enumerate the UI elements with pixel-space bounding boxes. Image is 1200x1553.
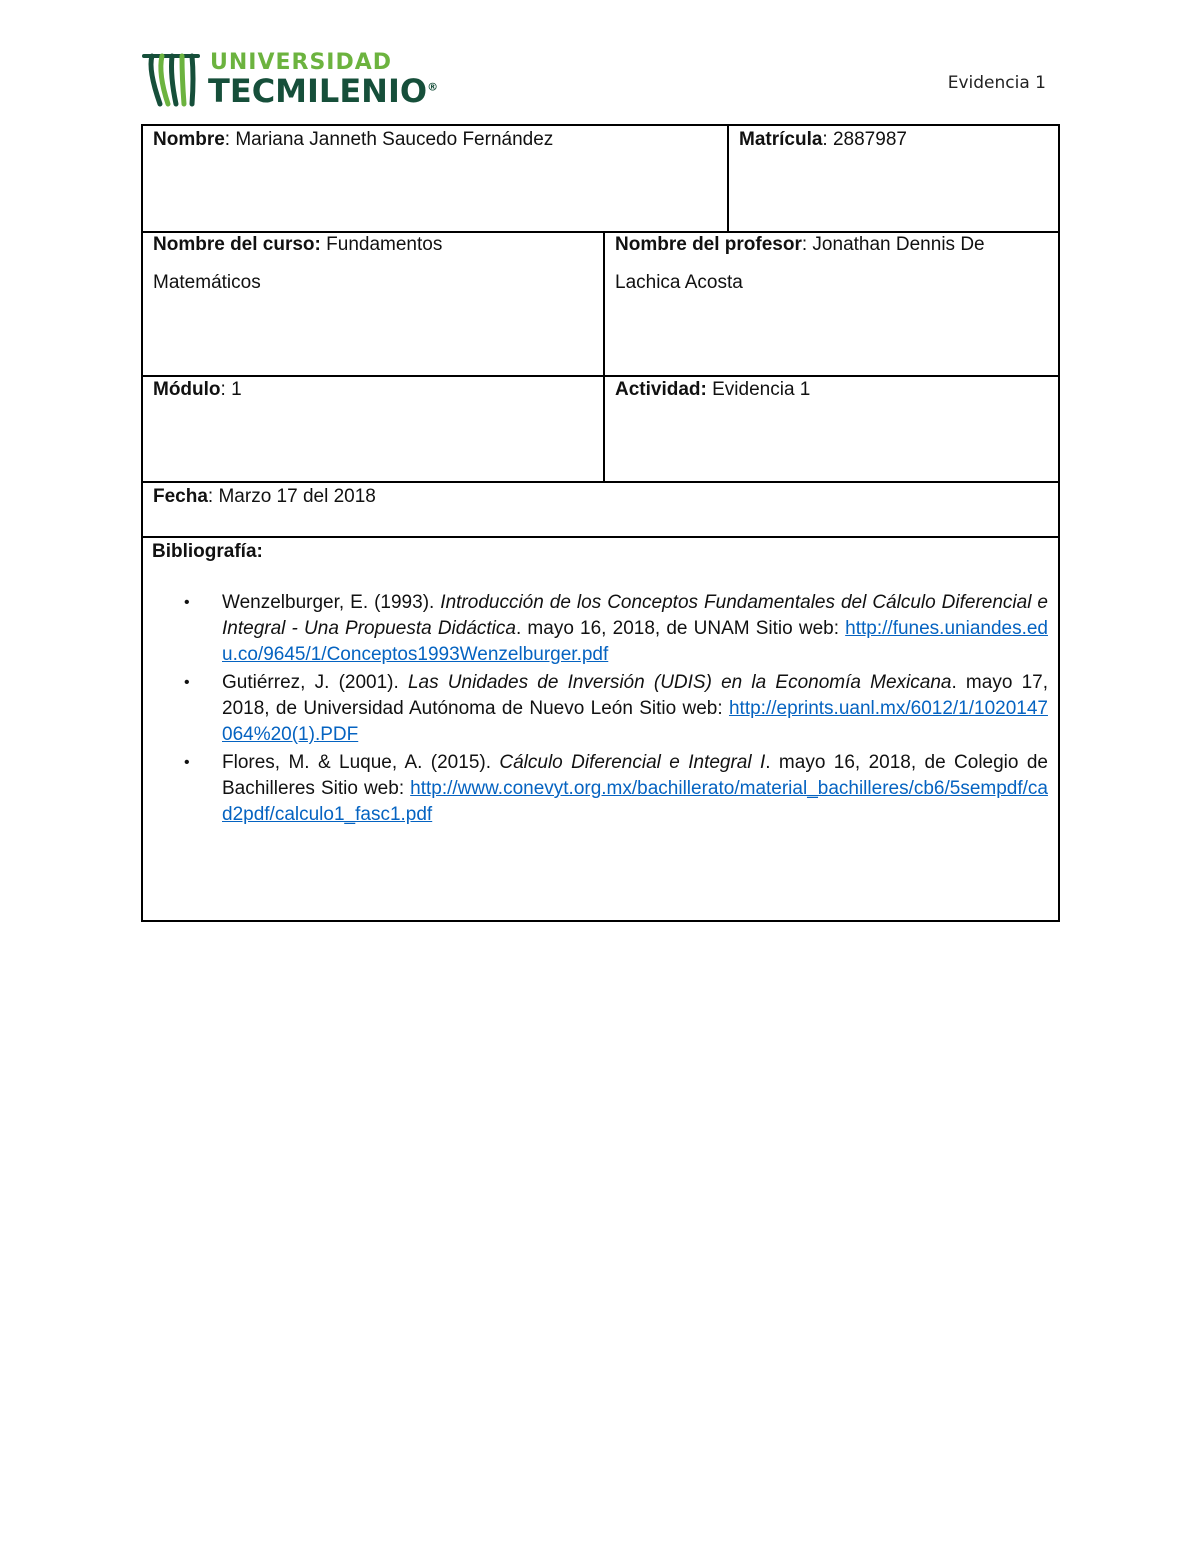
citation-author: Wenzelburger, E. (1993). [222,592,441,613]
matricula-label: Matrícula [739,129,823,150]
bibliography-title: Bibliografía: [152,541,263,562]
actividad-label: Actividad: [615,379,707,400]
nombre-value: : Mariana Janneth Saucedo Fernández [224,129,554,150]
profesor-label: Nombre del profesor [615,234,802,255]
citation-author: Flores, M. & Luque, A. (2015). [222,752,500,773]
nombre-label: Nombre [153,129,225,150]
citation-source: . mayo 16, 2018, de Colegio de Bachilleres Sitio web: [222,752,1048,799]
row-divider [141,536,1060,538]
citation-title: Introducción de los Conceptos Fundamentales del Cálculo Diferencial e Integral - Una Propuesta Didáctica [222,592,1048,639]
fecha-value: : Marzo 17 del 2018 [207,486,376,507]
university-logo [140,46,440,110]
curso-value: Fundamentos [320,234,443,255]
citation-link[interactable]: http://funes.uniandes.edu.co/9645/1/Conceptos1993Wenzelburger.pdf [222,618,1048,665]
citation-source: . mayo 16, 2018, de UNAM Sitio web: [515,618,846,639]
matricula-cell [729,121,1058,159]
bullet-icon: • [184,674,190,691]
bullet-icon: • [184,594,190,611]
bullet-icon: • [184,754,190,771]
fecha-label: Fecha [153,486,208,507]
profesor-value-continued: Lachica Acosta [615,272,743,293]
modulo-cell [143,371,603,409]
actividad-value: Evidencia 1 [706,379,811,400]
citation-link[interactable]: http://www.conevyt.org.mx/bachillerato/material_bachilleres/cb6/5sempdf/cad2pdf/calculo1_fasc1.pdf [222,778,1048,825]
citation-author: Gutiérrez, J. (2001). [222,672,408,693]
citation-link[interactable]: http://eprints.uanl.mx/6012/1/1020147064%20(1).PDF [222,698,1048,745]
logo-text-tecmilenio: TECMILENIO® [208,72,439,110]
profesor-cell [605,226,1058,302]
document-header-label: Evidencia 1 [947,73,1046,93]
bibliography-list [152,590,1048,830]
matricula-value: : 2887987 [822,129,907,150]
registered-mark: ® [427,80,439,94]
profesor-value: : Jonathan Dennis De [801,234,985,255]
modulo-label: Módulo [153,379,221,400]
nombre-cell [143,121,727,159]
curso-label: Nombre del curso: [153,234,321,255]
bibliography-item [152,590,1048,668]
fecha-cell [143,478,1058,516]
citation-source: . mayo 17, 2018, de Universidad Autónoma de Nuevo León Sitio web: [222,672,1049,719]
curso-cell [143,226,603,302]
curso-value-continued: Matemáticos [153,272,261,293]
bibliography-item [152,670,1048,748]
citation-title: Cálculo Diferencial e Integral I [499,752,766,773]
logo-text-universidad: UNIVERSIDAD [210,50,393,75]
bibliography-item [152,750,1048,828]
modulo-value: : 1 [220,379,242,400]
actividad-cell [605,371,1058,409]
citation-title: Las Unidades de Inversión (UDIS) en la Economía Mexicana [407,672,952,693]
tecmilenio-logo-icon [140,50,202,110]
